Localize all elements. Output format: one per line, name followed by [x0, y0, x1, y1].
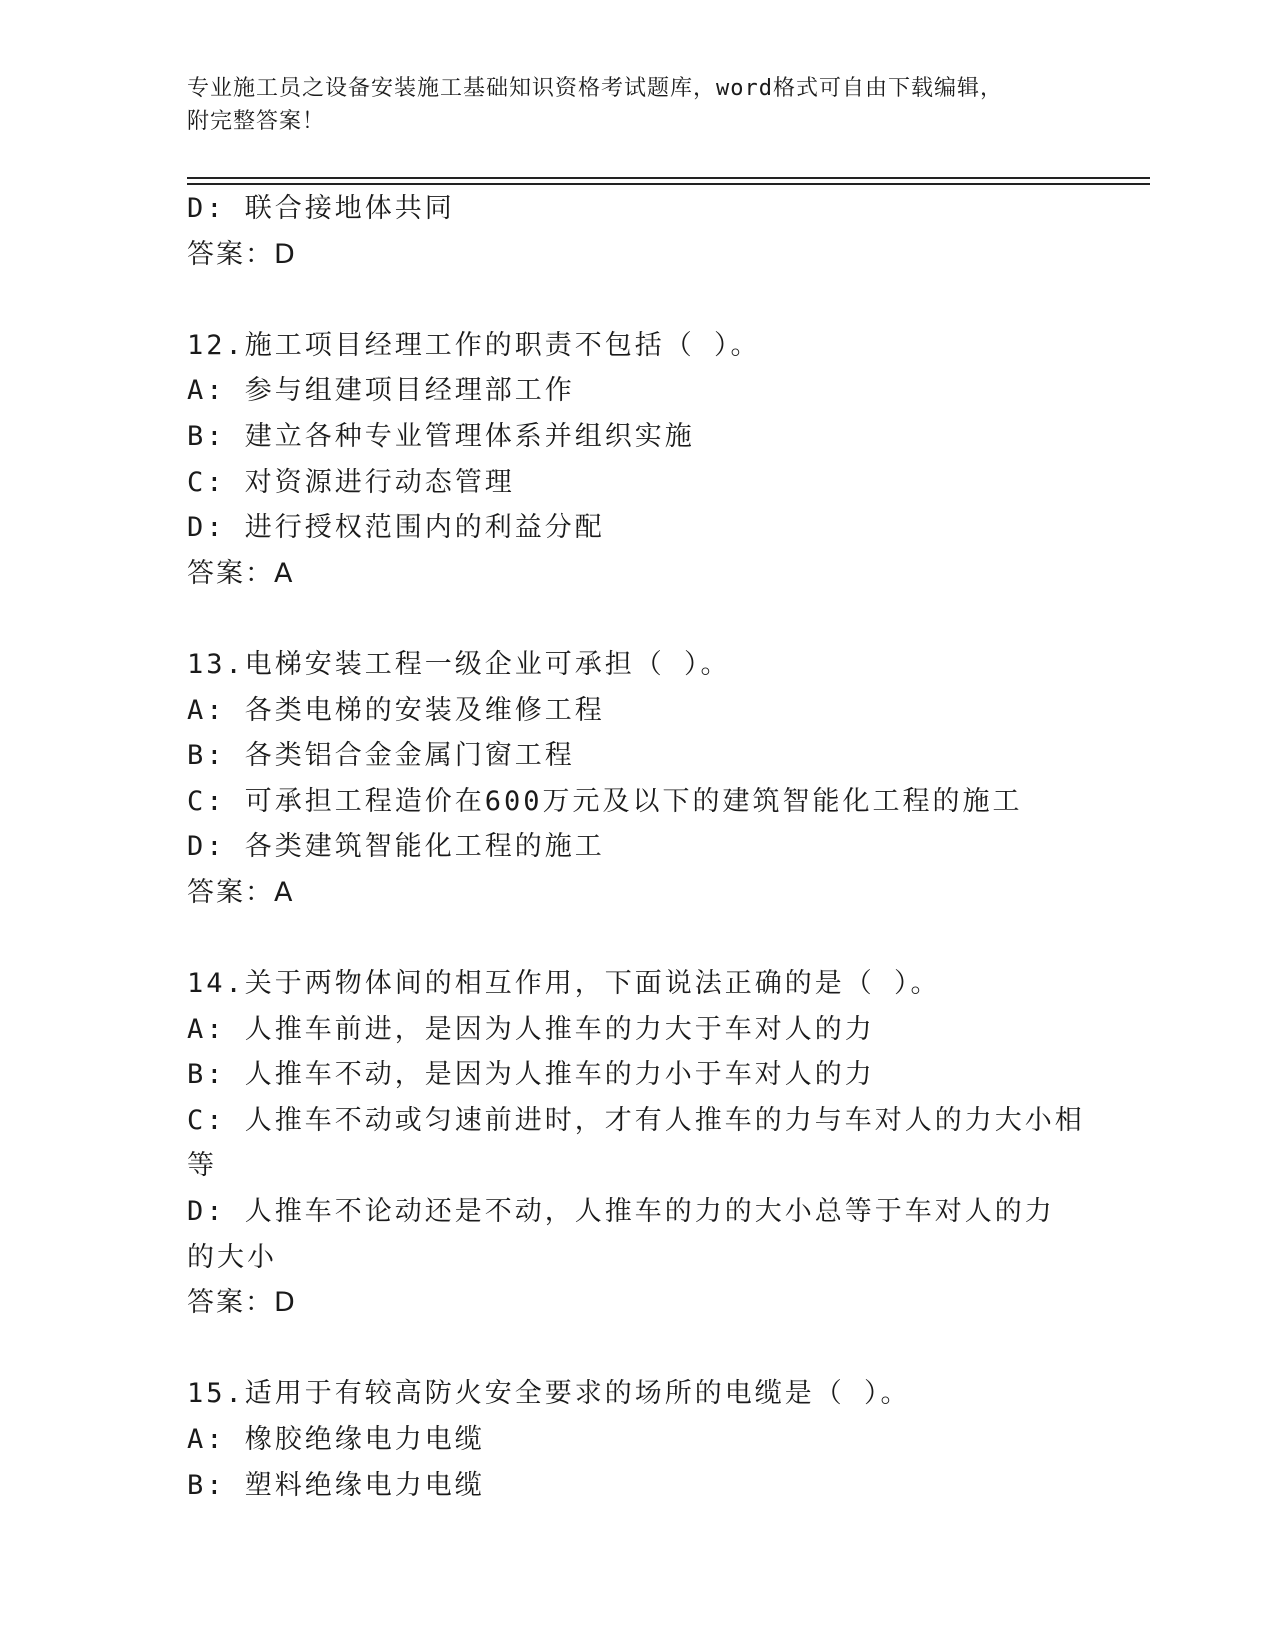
option-c: C: 可承担工程造价在600万元及以下的建筑智能化工程的施工	[187, 785, 1023, 817]
header-line-1: 专业施工员之设备安装施工基础知识资格考试题库，word格式可自由下载编辑，	[187, 76, 1003, 101]
option-c: C: 人推车不动或匀速前进时，才有人推车的力与车对人的力大小相等	[187, 1104, 1085, 1182]
answer-line: 答案：D	[187, 238, 297, 270]
option-d: D: 联合接地体共同	[187, 193, 455, 224]
header-rule-bottom	[187, 183, 1150, 185]
question-stem: 14.关于两物体间的相互作用，下面说法正确的是（ ）。	[187, 968, 941, 1000]
option-a: A: 橡胶绝缘电力电缆	[187, 1424, 485, 1456]
option-d: D: 人推车不论动还是不动，人推车的力的大小总等于车对人的力的大小	[187, 1196, 1055, 1273]
answer-line: 答案：A	[187, 557, 295, 589]
question-stem: 13.电梯安装工程一级企业可承担（ ）。	[187, 648, 731, 680]
question-stem: 12.施工项目经理工作的职责不包括（ ）。	[187, 329, 761, 361]
question-content	[187, 186, 1087, 1508]
question-stem: 15.适用于有较高防火安全要求的场所的电缆是（ ）。	[187, 1378, 911, 1410]
answer-line: 答案：A	[187, 876, 295, 908]
answer-line: 答案：D	[187, 1287, 297, 1319]
option-d: D: 各类建筑智能化工程的施工	[187, 831, 605, 863]
option-a: A: 参与组建项目经理部工作	[187, 375, 575, 407]
spacer	[187, 916, 1087, 962]
spacer	[187, 596, 1087, 642]
option-d: D: 进行授权范围内的利益分配	[187, 512, 605, 544]
document-header	[187, 72, 1087, 138]
spacer	[187, 1326, 1087, 1372]
option-b: B: 各类铝合金金属门窗工程	[187, 740, 575, 772]
option-b: B: 塑料绝缘电力电缆	[187, 1469, 485, 1501]
option-b: B: 建立各种专业管理体系并组织实施	[187, 420, 695, 452]
spacer	[187, 277, 1087, 323]
option-b: B: 人推车不动，是因为人推车的力小于车对人的力	[187, 1059, 875, 1091]
option-a: A: 人推车前进，是因为人推车的力大于车对人的力	[187, 1013, 875, 1045]
header-rule-top	[187, 177, 1150, 179]
option-c: C: 对资源进行动态管理	[187, 466, 515, 498]
option-a: A: 各类电梯的安装及维修工程	[187, 694, 605, 726]
header-line-2: 附完整答案！	[187, 109, 326, 134]
